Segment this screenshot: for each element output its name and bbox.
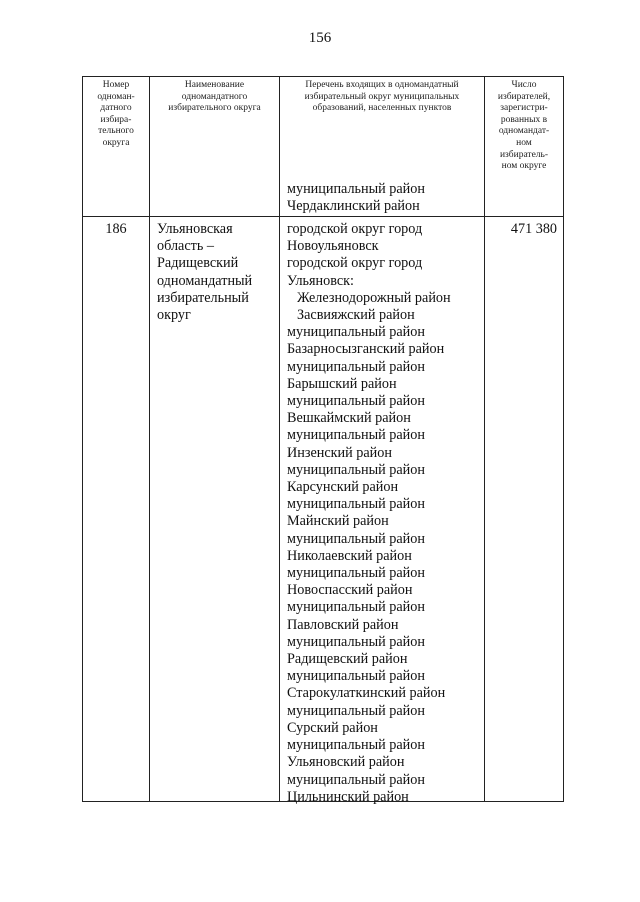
- district-territories: [287, 221, 451, 806]
- territory-line: муниципальный район: [287, 737, 425, 754]
- header-line: избирательного округа: [168, 103, 261, 114]
- territory-line: Новоспасский район: [287, 582, 413, 599]
- continuation-territories: [287, 181, 425, 215]
- territory-line: Карсунский район: [287, 479, 399, 496]
- header-line: ном: [516, 137, 532, 148]
- territory-line: муниципальный район: [287, 633, 425, 650]
- territory-line: Вешкаймский район: [287, 410, 411, 427]
- territory-line: муниципальный район: [287, 324, 425, 341]
- territory-line: муниципальный район: [287, 496, 425, 513]
- column-divider-3: [484, 76, 485, 802]
- territory-line: Радищевский район: [287, 651, 408, 668]
- header-line: Число: [511, 80, 537, 90]
- territory-line: Инзенский район: [287, 444, 392, 461]
- territory-line: Ульяновский район: [287, 754, 405, 771]
- territory-line: муниципальный район: [287, 565, 425, 582]
- territory-line: муниципальный район: [287, 427, 425, 444]
- header-line: ном округе: [501, 161, 547, 172]
- territory-line: Засвияжский район: [297, 307, 415, 324]
- column-divider-2: [279, 76, 280, 802]
- page-number: 156: [308, 30, 332, 46]
- header-line: датного: [100, 103, 132, 114]
- district-name-line: Радищевский: [157, 255, 239, 272]
- header-line: округа: [102, 137, 130, 148]
- territory-line: Чердаклинский район: [287, 198, 420, 215]
- table-right-border: [563, 76, 564, 802]
- header-line: тельного: [98, 126, 134, 137]
- territory-line: Сурский район: [287, 719, 378, 736]
- territory-line: Железнодорожный район: [297, 289, 451, 306]
- header-line: избира-: [100, 114, 132, 125]
- header-district-number: [83, 80, 149, 150]
- row-divider: [82, 216, 564, 217]
- header-district-name: [150, 80, 279, 115]
- territory-line: муниципальный район: [287, 530, 425, 547]
- district-number: 186: [105, 221, 127, 237]
- column-divider-1: [149, 76, 150, 802]
- territory-line: Барышский район: [287, 375, 397, 392]
- territory-line: городской округ город: [287, 221, 423, 237]
- header-line: образований, населенных пунктов: [312, 103, 452, 114]
- territory-line: Ульяновск:: [287, 272, 354, 289]
- territory-line: муниципальный район: [287, 393, 425, 410]
- territory-line: Старокулаткинский район: [287, 685, 446, 702]
- table-top-border: [82, 76, 564, 77]
- district-name-line: округ: [157, 307, 191, 324]
- table-left-border: [82, 76, 83, 802]
- header-line: одномандатного: [181, 91, 248, 102]
- header-line: Наименование: [184, 80, 245, 90]
- territory-line: городской округ город: [287, 255, 423, 272]
- territory-line: муниципальный район: [287, 461, 425, 478]
- territory-line: муниципальный район: [287, 668, 425, 685]
- district-voter-count: 471 380: [510, 221, 557, 237]
- district-name-line: одномандатный: [157, 272, 253, 289]
- territory-line: муниципальный район: [287, 358, 425, 375]
- header-line: Номер: [102, 80, 130, 90]
- territory-line: муниципальный район: [287, 771, 425, 788]
- district-name-line: Ульяновская: [157, 221, 233, 237]
- territory-line: Базарносызганский район: [287, 341, 445, 358]
- territory-line: Новоульяновск: [287, 238, 379, 255]
- header-line: Перечень входящих в одномандатный: [305, 80, 459, 90]
- territory-line: муниципальный район: [287, 702, 425, 719]
- territory-line: муниципальный район: [287, 181, 425, 197]
- territory-line: Майнский район: [287, 513, 389, 530]
- header-voter-count: [485, 80, 563, 173]
- district-name: [157, 221, 252, 324]
- header-line: одноман-: [97, 91, 135, 102]
- district-name-line: область –: [157, 238, 214, 255]
- header-line: избирательный округ муниципальных: [304, 91, 460, 102]
- header-line: зарегистри-: [500, 103, 548, 114]
- district-name-line: избирательный: [157, 289, 249, 306]
- territory-line: Николаевский район: [287, 547, 412, 564]
- header-territory-list: [280, 80, 484, 115]
- territory-line: Цильнинский район: [287, 788, 409, 805]
- header-line: избиратель-: [499, 149, 549, 160]
- header-line: одномандат-: [498, 126, 550, 137]
- header-line: рованных в: [500, 114, 548, 125]
- territory-line: муниципальный район: [287, 599, 425, 616]
- header-line: избирателей,: [497, 91, 551, 102]
- territory-line: Павловский район: [287, 616, 399, 633]
